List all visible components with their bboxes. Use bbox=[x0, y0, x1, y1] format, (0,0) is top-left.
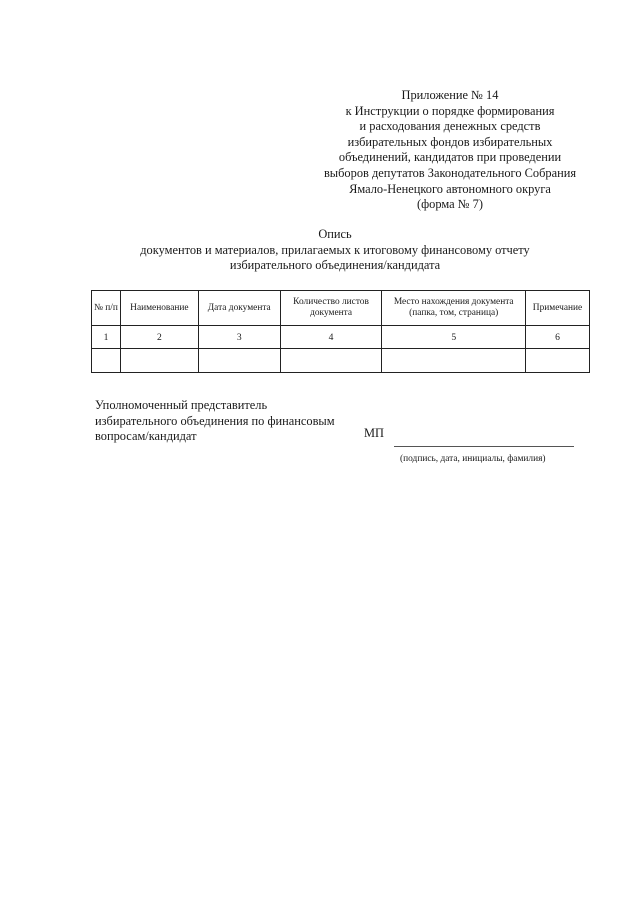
column-number: 3 bbox=[198, 326, 280, 349]
column-number-row bbox=[92, 326, 590, 349]
appendix-line: Ямало-Ненецкого автономного округа bbox=[349, 181, 551, 196]
signature-caption: (подпись, дата, инициалы, фамилия) bbox=[400, 454, 546, 464]
appendix-line: объединений, кандидатов при проведении bbox=[338, 150, 562, 165]
table-row-empty bbox=[92, 349, 590, 373]
appendix-line: избирательных фондов избирательных bbox=[347, 134, 553, 149]
appendix-line: к Инструкции о порядке формирования bbox=[345, 103, 555, 118]
appendix-line: Приложение № 14 bbox=[401, 88, 499, 102]
empty-cell bbox=[92, 349, 121, 373]
column-header-number: № п/п bbox=[92, 291, 121, 326]
document-subtitle: избирательного объединения/кандидата bbox=[229, 258, 441, 273]
empty-cell bbox=[280, 349, 382, 373]
signatory-line: Уполномоченный представитель bbox=[95, 398, 268, 412]
document-title: Опись bbox=[318, 227, 352, 241]
appendix-line: (форма № 7) bbox=[417, 197, 483, 212]
appendix-line: и расходования денежных средств bbox=[359, 119, 541, 134]
document-subtitle: документов и материалов, прилагаемых к итоговому финансовому отчету bbox=[140, 242, 530, 257]
appendix-line: выборов депутатов Законодательного Собрания bbox=[323, 165, 577, 180]
signatory-line: вопросам/кандидат bbox=[95, 429, 197, 444]
stamp-place-label: МП bbox=[364, 426, 384, 440]
table-header-row bbox=[92, 291, 590, 326]
empty-cell bbox=[526, 349, 590, 373]
inventory-table bbox=[91, 290, 590, 373]
column-number: 2 bbox=[120, 326, 198, 349]
signatory-line: избирательного объединения по финансовым bbox=[95, 413, 335, 428]
empty-cell bbox=[382, 349, 526, 373]
column-number: 4 bbox=[280, 326, 382, 349]
signature-line bbox=[394, 446, 574, 447]
column-header-name: Наименование bbox=[120, 291, 198, 326]
column-header-date: Дата документа bbox=[198, 291, 280, 326]
document-title-block bbox=[80, 227, 590, 274]
signatory-block bbox=[95, 398, 335, 445]
empty-cell bbox=[120, 349, 198, 373]
appendix-header bbox=[300, 88, 600, 213]
column-number: 1 bbox=[92, 326, 121, 349]
column-header-sheets: Количество листов документа bbox=[280, 291, 382, 326]
empty-cell bbox=[198, 349, 280, 373]
column-header-location: Место нахождения документа (папка, том, страница) bbox=[382, 291, 526, 326]
column-number: 6 bbox=[526, 326, 590, 349]
column-number: 5 bbox=[382, 326, 526, 349]
column-header-note: Примечание bbox=[526, 291, 590, 326]
